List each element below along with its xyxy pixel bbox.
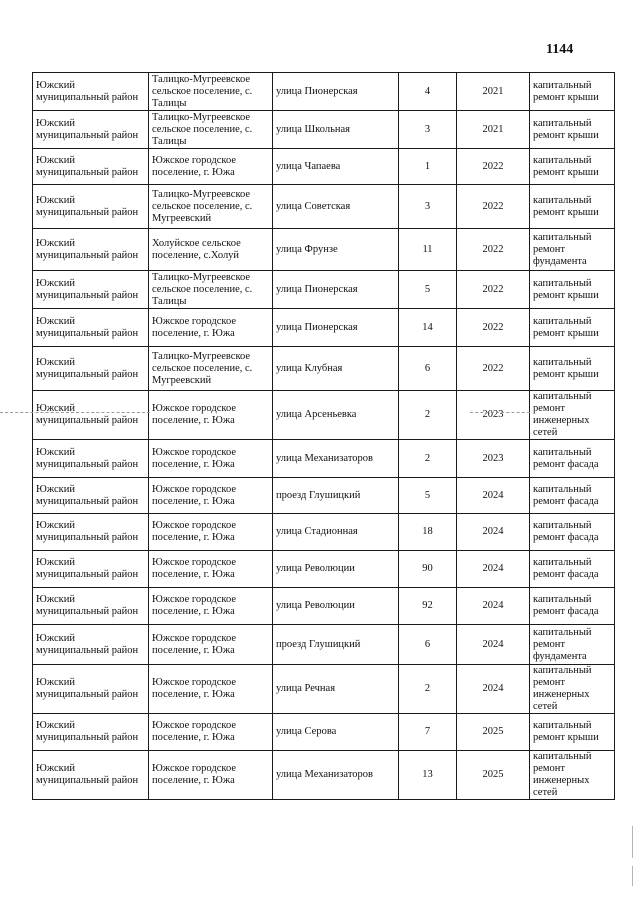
table-row <box>33 73 615 111</box>
street-cell: улица Механизаторов <box>273 751 399 800</box>
street-cell: улица Клубная <box>273 347 399 391</box>
house-number-cell: 4 <box>399 73 457 111</box>
year-cell: 2022 <box>457 347 530 391</box>
table-row <box>33 751 615 800</box>
street-cell: улица Арсеньевка <box>273 391 399 440</box>
work-type-cell: капитальный ремонт фасада <box>530 478 615 514</box>
street-cell: улица Пионерская <box>273 271 399 309</box>
house-number-cell: 6 <box>399 347 457 391</box>
work-type-cell: капитальный ремонт фундамента <box>530 229 615 271</box>
district-cell: Южский муниципальный район <box>33 751 149 800</box>
settlement-cell: Южское городское поселение, г. Южа <box>149 440 273 478</box>
scan-artifact-line <box>470 412 530 413</box>
table-row <box>33 229 615 271</box>
district-cell: Южский муниципальный район <box>33 347 149 391</box>
table-row <box>33 111 615 149</box>
year-cell: 2022 <box>457 309 530 347</box>
settlement-cell: Южское городское поселение, г. Южа <box>149 309 273 347</box>
house-number-cell: 92 <box>399 588 457 625</box>
settlement-cell: Южское городское поселение, г. Южа <box>149 149 273 185</box>
scan-edge-mark <box>632 826 633 858</box>
settlement-cell: Талицко-Мугреевское сельское поселение, с. Мугреевский <box>149 185 273 229</box>
house-number-cell: 3 <box>399 111 457 149</box>
house-number-cell: 11 <box>399 229 457 271</box>
house-number-cell: 6 <box>399 625 457 665</box>
street-cell: улица Стадионная <box>273 514 399 551</box>
district-cell: Южский муниципальный район <box>33 229 149 271</box>
settlement-cell: Южское городское поселение, г. Южа <box>149 714 273 751</box>
house-number-cell: 13 <box>399 751 457 800</box>
settlement-cell: Южское городское поселение, г. Южа <box>149 751 273 800</box>
table-row <box>33 665 615 714</box>
work-type-cell: капитальный ремонт фасада <box>530 588 615 625</box>
year-cell: 2022 <box>457 229 530 271</box>
street-cell: улица Школьная <box>273 111 399 149</box>
work-type-cell: капитальный ремонт крыши <box>530 111 615 149</box>
street-cell: улица Речная <box>273 665 399 714</box>
table-row <box>33 588 615 625</box>
district-cell: Южский муниципальный район <box>33 149 149 185</box>
district-cell: Южский муниципальный район <box>33 551 149 588</box>
settlement-cell: Южское городское поселение, г. Южа <box>149 551 273 588</box>
street-cell: улица Пионерская <box>273 309 399 347</box>
house-number-cell: 2 <box>399 440 457 478</box>
table-row <box>33 478 615 514</box>
settlement-cell: Талицко-Мугреевское сельское поселение, с. Талицы <box>149 73 273 111</box>
year-cell: 2024 <box>457 588 530 625</box>
district-cell: Южский муниципальный район <box>33 588 149 625</box>
work-type-cell: капитальный ремонт инженерных сетей <box>530 665 615 714</box>
street-cell: проезд Глушицкий <box>273 625 399 665</box>
district-cell: Южский муниципальный район <box>33 111 149 149</box>
work-type-cell: капитальный ремонт крыши <box>530 714 615 751</box>
district-cell: Южский муниципальный район <box>33 665 149 714</box>
work-type-cell: капитальный ремонт крыши <box>530 309 615 347</box>
work-type-cell: капитальный ремонт крыши <box>530 73 615 111</box>
year-cell: 2025 <box>457 714 530 751</box>
district-cell: Южский муниципальный район <box>33 309 149 347</box>
table-row <box>33 551 615 588</box>
street-cell: улица Советская <box>273 185 399 229</box>
street-cell: улица Серова <box>273 714 399 751</box>
house-number-cell: 5 <box>399 478 457 514</box>
year-cell: 2023 <box>457 391 530 440</box>
table-body <box>33 73 615 800</box>
year-cell: 2021 <box>457 111 530 149</box>
work-type-cell: капитальный ремонт крыши <box>530 149 615 185</box>
settlement-cell: Южское городское поселение, г. Южа <box>149 625 273 665</box>
district-cell: Южский муниципальный район <box>33 714 149 751</box>
street-cell: проезд Глушицкий <box>273 478 399 514</box>
year-cell: 2022 <box>457 271 530 309</box>
settlement-cell: Талицко-Мугреевское сельское поселение, с. Талицы <box>149 271 273 309</box>
table-row <box>33 271 615 309</box>
year-cell: 2022 <box>457 149 530 185</box>
table-row <box>33 185 615 229</box>
work-type-cell: капитальный ремонт крыши <box>530 347 615 391</box>
work-type-cell: капитальный ремонт фасада <box>530 440 615 478</box>
house-number-cell: 2 <box>399 391 457 440</box>
table-row <box>33 391 615 440</box>
year-cell: 2024 <box>457 478 530 514</box>
house-number-cell: 1 <box>399 149 457 185</box>
work-type-cell: капитальный ремонт крыши <box>530 185 615 229</box>
table-row <box>33 149 615 185</box>
house-number-cell: 14 <box>399 309 457 347</box>
repair-schedule-table <box>32 72 615 800</box>
house-number-cell: 90 <box>399 551 457 588</box>
house-number-cell: 3 <box>399 185 457 229</box>
settlement-cell: Южское городское поселение, г. Южа <box>149 588 273 625</box>
district-cell: Южский муниципальный район <box>33 478 149 514</box>
table-row <box>33 309 615 347</box>
table-row <box>33 440 615 478</box>
house-number-cell: 5 <box>399 271 457 309</box>
district-cell: Южский муниципальный район <box>33 391 149 440</box>
settlement-cell: Холуйское сельское поселение, с.Холуй <box>149 229 273 271</box>
page-number: 1144 <box>546 42 574 57</box>
work-type-cell: капитальный ремонт фундамента <box>530 625 615 665</box>
street-cell: улица Революции <box>273 588 399 625</box>
year-cell: 2024 <box>457 514 530 551</box>
table-row <box>33 714 615 751</box>
settlement-cell: Южское городское поселение, г. Южа <box>149 665 273 714</box>
settlement-cell: Южское городское поселение, г. Южа <box>149 514 273 551</box>
district-cell: Южский муниципальный район <box>33 271 149 309</box>
work-type-cell: капитальный ремонт инженерных сетей <box>530 751 615 800</box>
work-type-cell: капитальный ремонт фасада <box>530 551 615 588</box>
year-cell: 2024 <box>457 625 530 665</box>
table-row <box>33 514 615 551</box>
district-cell: Южский муниципальный район <box>33 625 149 665</box>
year-cell: 2023 <box>457 440 530 478</box>
work-type-cell: капитальный ремонт крыши <box>530 271 615 309</box>
scan-edge-mark <box>632 866 633 886</box>
year-cell: 2021 <box>457 73 530 111</box>
district-cell: Южский муниципальный район <box>33 73 149 111</box>
district-cell: Южский муниципальный район <box>33 185 149 229</box>
year-cell: 2024 <box>457 665 530 714</box>
year-cell: 2024 <box>457 551 530 588</box>
street-cell: улица Механизаторов <box>273 440 399 478</box>
street-cell: улица Пионерская <box>273 73 399 111</box>
settlement-cell: Талицко-Мугреевское сельское поселение, с. Талицы <box>149 111 273 149</box>
street-cell: улица Чапаева <box>273 149 399 185</box>
street-cell: улица Фрунзе <box>273 229 399 271</box>
house-number-cell: 7 <box>399 714 457 751</box>
district-cell: Южский муниципальный район <box>33 440 149 478</box>
table-row <box>33 347 615 391</box>
district-cell: Южский муниципальный район <box>33 514 149 551</box>
table-row <box>33 625 615 665</box>
settlement-cell: Талицко-Мугреевское сельское поселение, с. Мугреевский <box>149 347 273 391</box>
house-number-cell: 18 <box>399 514 457 551</box>
house-number-cell: 2 <box>399 665 457 714</box>
street-cell: улица Революции <box>273 551 399 588</box>
scan-artifact-line <box>0 412 150 413</box>
settlement-cell: Южское городское поселение, г. Южа <box>149 478 273 514</box>
year-cell: 2022 <box>457 185 530 229</box>
year-cell: 2025 <box>457 751 530 800</box>
work-type-cell: капитальный ремонт инженерных сетей <box>530 391 615 440</box>
settlement-cell: Южское городское поселение, г. Южа <box>149 391 273 440</box>
work-type-cell: капитальный ремонт фасада <box>530 514 615 551</box>
